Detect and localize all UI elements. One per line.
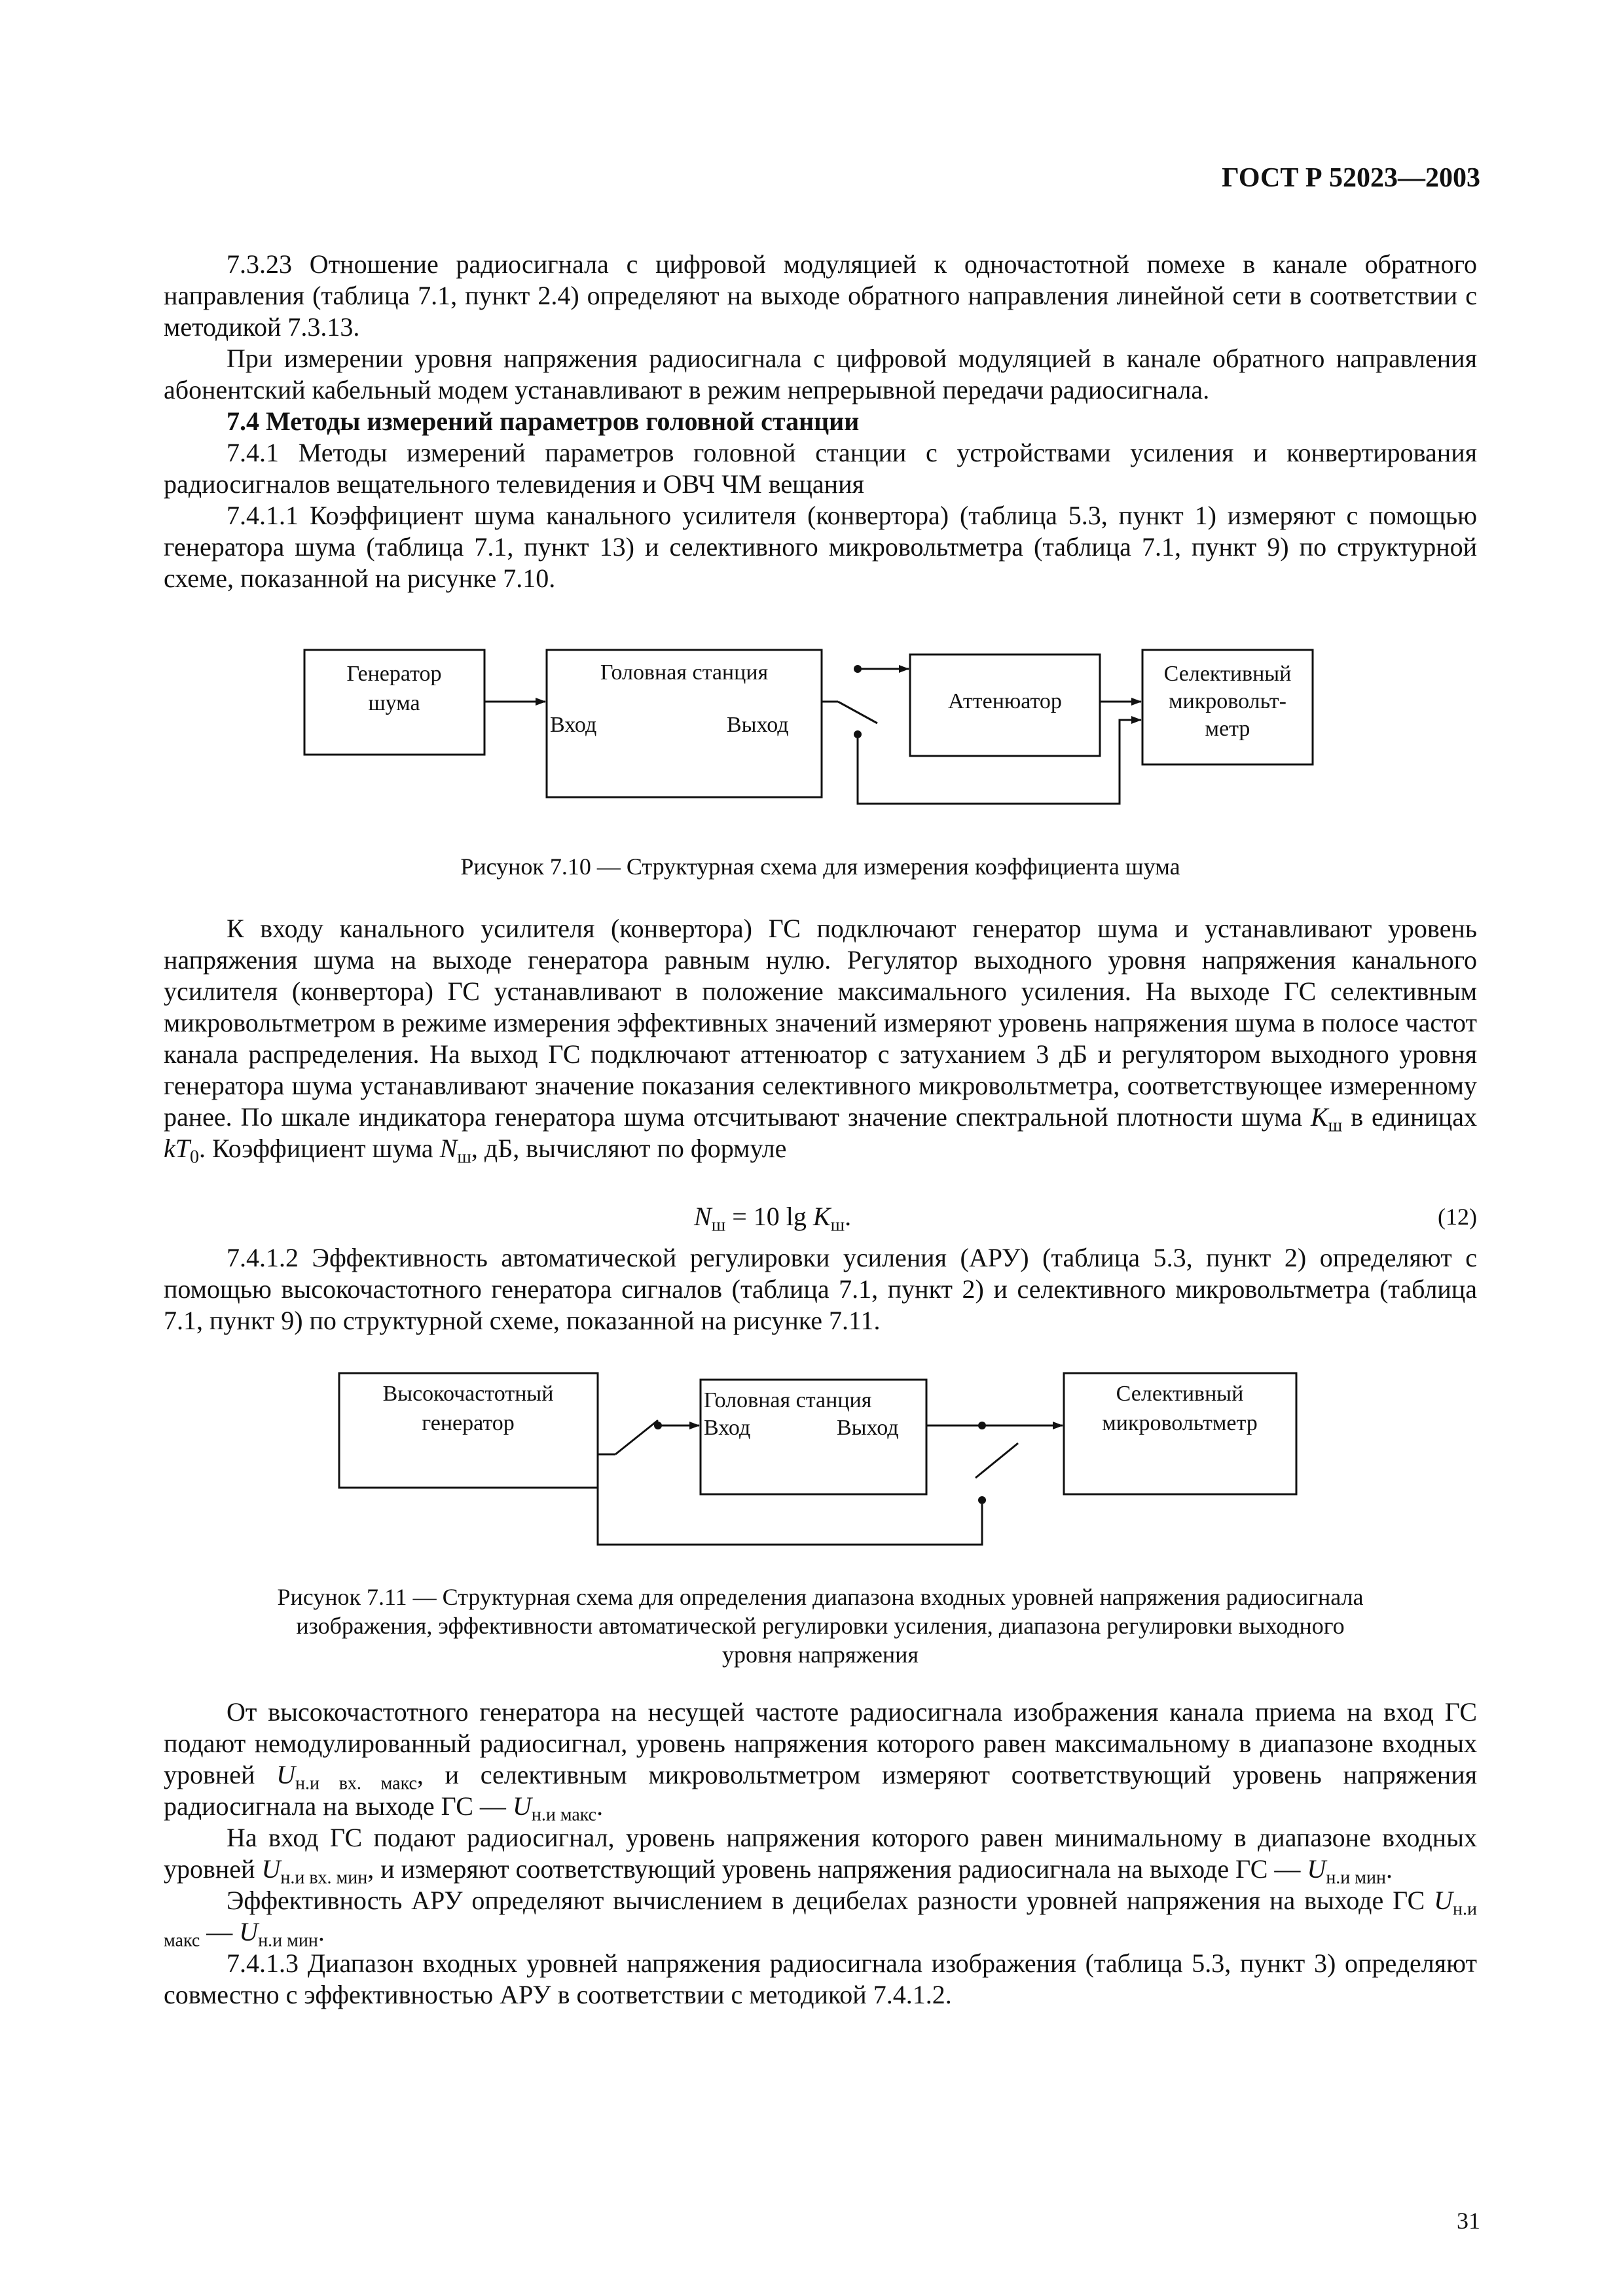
text-section-4 xyxy=(164,1696,1477,2011)
meter-label-2b: микровольтметр xyxy=(1102,1411,1258,1435)
noise-generator-label-2: шума xyxy=(368,691,420,715)
paragraph-modem: При измерении уровня напряжения радиосигнала с цифровой модуляцией в канале обратного направления абонентский кабельный модем устанавливают в режим непрерывной передачи радиосигнала. xyxy=(164,344,1477,404)
station-output-label-2: Выход xyxy=(837,1416,899,1440)
switch-contact-2a xyxy=(654,1422,662,1429)
formula-number: (12) xyxy=(1438,1204,1477,1230)
station-label-2: Головная станция xyxy=(704,1388,872,1412)
meter-label-1a: Селективный xyxy=(1163,662,1292,686)
section-heading-7-4: 7.4 Методы измерений параметров головной станции xyxy=(227,406,860,436)
figure-7-11-caption: Рисунок 7.11 — Структурная схема для определения диапазона входных уровней напряжения радиосигнала изображения, эффективности автоматической регулировки усиления, диапазона регулировки выходного уровня напряжения xyxy=(277,1584,1364,1668)
switch-blade-2b xyxy=(976,1443,1018,1478)
station-output-label-1: Выход xyxy=(727,713,789,737)
meter-label-2a: Селективный xyxy=(1116,1382,1244,1406)
text-section-2 xyxy=(164,913,1477,1168)
bypass-wire-2 xyxy=(598,1454,982,1545)
switch-blade-2a xyxy=(615,1420,658,1454)
attenuator-label: Аттенюатор xyxy=(948,689,1062,713)
bypass-wire-1 xyxy=(858,720,1141,804)
document-header: ГОСТ Р 52023—2003 xyxy=(1222,163,1480,193)
paragraph-7-4-1-3: 7.4.1.3 Диапазон входных уровней напряжения радиосигнала изображения (таблица 5.3, пункт 3) определяют совместно с эффективностью АРУ в соответствии с методикой 7.4.1.2. xyxy=(164,1948,1477,2009)
paragraph-aru-efficiency: Эффективность АРУ определяют вычислением в децибелах разности уровней напряжения на выходе ГС $U_{н.и макс}$ — $U_{н.и мин}$. xyxy=(164,1886,1477,1951)
station-input-label-1: Вход xyxy=(550,713,597,737)
figure-7-10-caption: Рисунок 7.10 — Структурная схема для измерения коэффициента шума xyxy=(460,853,1180,880)
paragraph-7-4-1-1: 7.4.1.1 Коэффициент шума канального усилителя (конвертора) (таблица 5.3, пункт 1) измеряют с помощью генератора шума (таблица 7.1, пункт 13) и селективного микровольтметра (таблица 7.1, пункт 9) по структурной схеме, показанной на рисунке 7.10. xyxy=(164,501,1477,593)
paragraph-7-3-23: 7.3.23 Отношение радиосигнала с цифровой модуляцией к одночастотной помехе в канале обратного направления (таблица 7.1, пункт 2.4) определяют на выходе обратного направления линейной сети в соответствии с методикой 7.3.13. xyxy=(164,249,1477,342)
paragraph-7-4-1-2: 7.4.1.2 Эффективность автоматической регулировки усиления (АРУ) (таблица 5.3, пункт 2) определяют с помощью высокочастотного генератора сигналов (таблица 7.1, пункт 2) и селективного микровольтметра (таблица 7.1, пункт 9) по структурной схеме, показанной на рисунке 7.11. xyxy=(164,1243,1477,1335)
station-input-label-2: Вход xyxy=(704,1416,751,1440)
switch-contact-top xyxy=(854,665,862,673)
formula-expression: $N_ш = 10$ $\lg K_ш$. xyxy=(694,1202,852,1236)
meter-label-1c: метр xyxy=(1205,717,1250,741)
paragraph-noise-procedure: К входу канального усилителя (конвертора) ГС подключают генератор шума и устанавливают уровень напряжения шума на выходе генератора равным нулю. Регулятор выходного уровня напряжения канального усилителя (конвертора) ГС устанавливают в положение максимального усиления. На выходе ГС селективным микровольтметром в режиме измерения эффективных значений измеряют уровень напряжения шума в полосе частот канала распределения. На выход ГС подключают аттенюатор с затуханием 3 дБ и регулятором выходного уровня генератора шума устанавливают значение показания селективного микровольтметра, соответствующее измеренному ранее. По шкале индикатора генератора шума отсчитывают значение спектральной плотности шума $K_ш$ в единицах $kT_0$. Коэффициент шума $N_ш$, дБ, вычисляют по формуле xyxy=(164,914,1477,1168)
meter-label-1b: микровольт- xyxy=(1169,689,1286,713)
station-label-1: Головная станция xyxy=(600,660,769,685)
figure-7-10-diagram xyxy=(0,0,1623,916)
switch-contact-bottom xyxy=(854,730,862,738)
hf-generator-label-2: генератор xyxy=(422,1411,515,1435)
figure-7-11-diagram xyxy=(0,1361,1623,1584)
paragraph-min-level: На вход ГС подают радиосигнал, уровень напряжения которого равен минимальному в диапазоне входных уровней $U_{н.и вх. мин}$, и измеряют соответствующий уровень напряжения радиосигнала на выходе ГС — $U_{н.и мин}$. xyxy=(164,1823,1477,1888)
page-number: 31 xyxy=(1457,2208,1480,2234)
switch-contact-2c xyxy=(978,1496,986,1504)
paragraph-max-level: От высокочастотного генератора на несущей частоте радиосигнала изображения канала приема на вход ГС подают немодулированный радиосигнал, уровень напряжения которого равен максимальному в диапазоне входных уровней $U_{н.и вх. макс}$, и селективным микровольтметром измеряют соответствующий уровень напряжения радиосигнала на выходе ГС — $U_{н.и макс}$. xyxy=(164,1697,1478,1825)
hf-generator-label-1: Высокочастотный xyxy=(382,1382,554,1406)
formula-12 xyxy=(164,1201,1477,1234)
paragraph-7-4-1: 7.4.1 Методы измерений параметров головной станции с устройствами усиления и конвертирования радиосигналов вещательного телевидения и ОВЧ ЧМ вещания xyxy=(164,438,1477,499)
switch-contact-2b xyxy=(978,1422,986,1429)
noise-generator-label-1: Генератор xyxy=(346,662,442,686)
switch-blade-1 xyxy=(838,702,877,723)
text-section-3 xyxy=(164,1242,1477,1336)
